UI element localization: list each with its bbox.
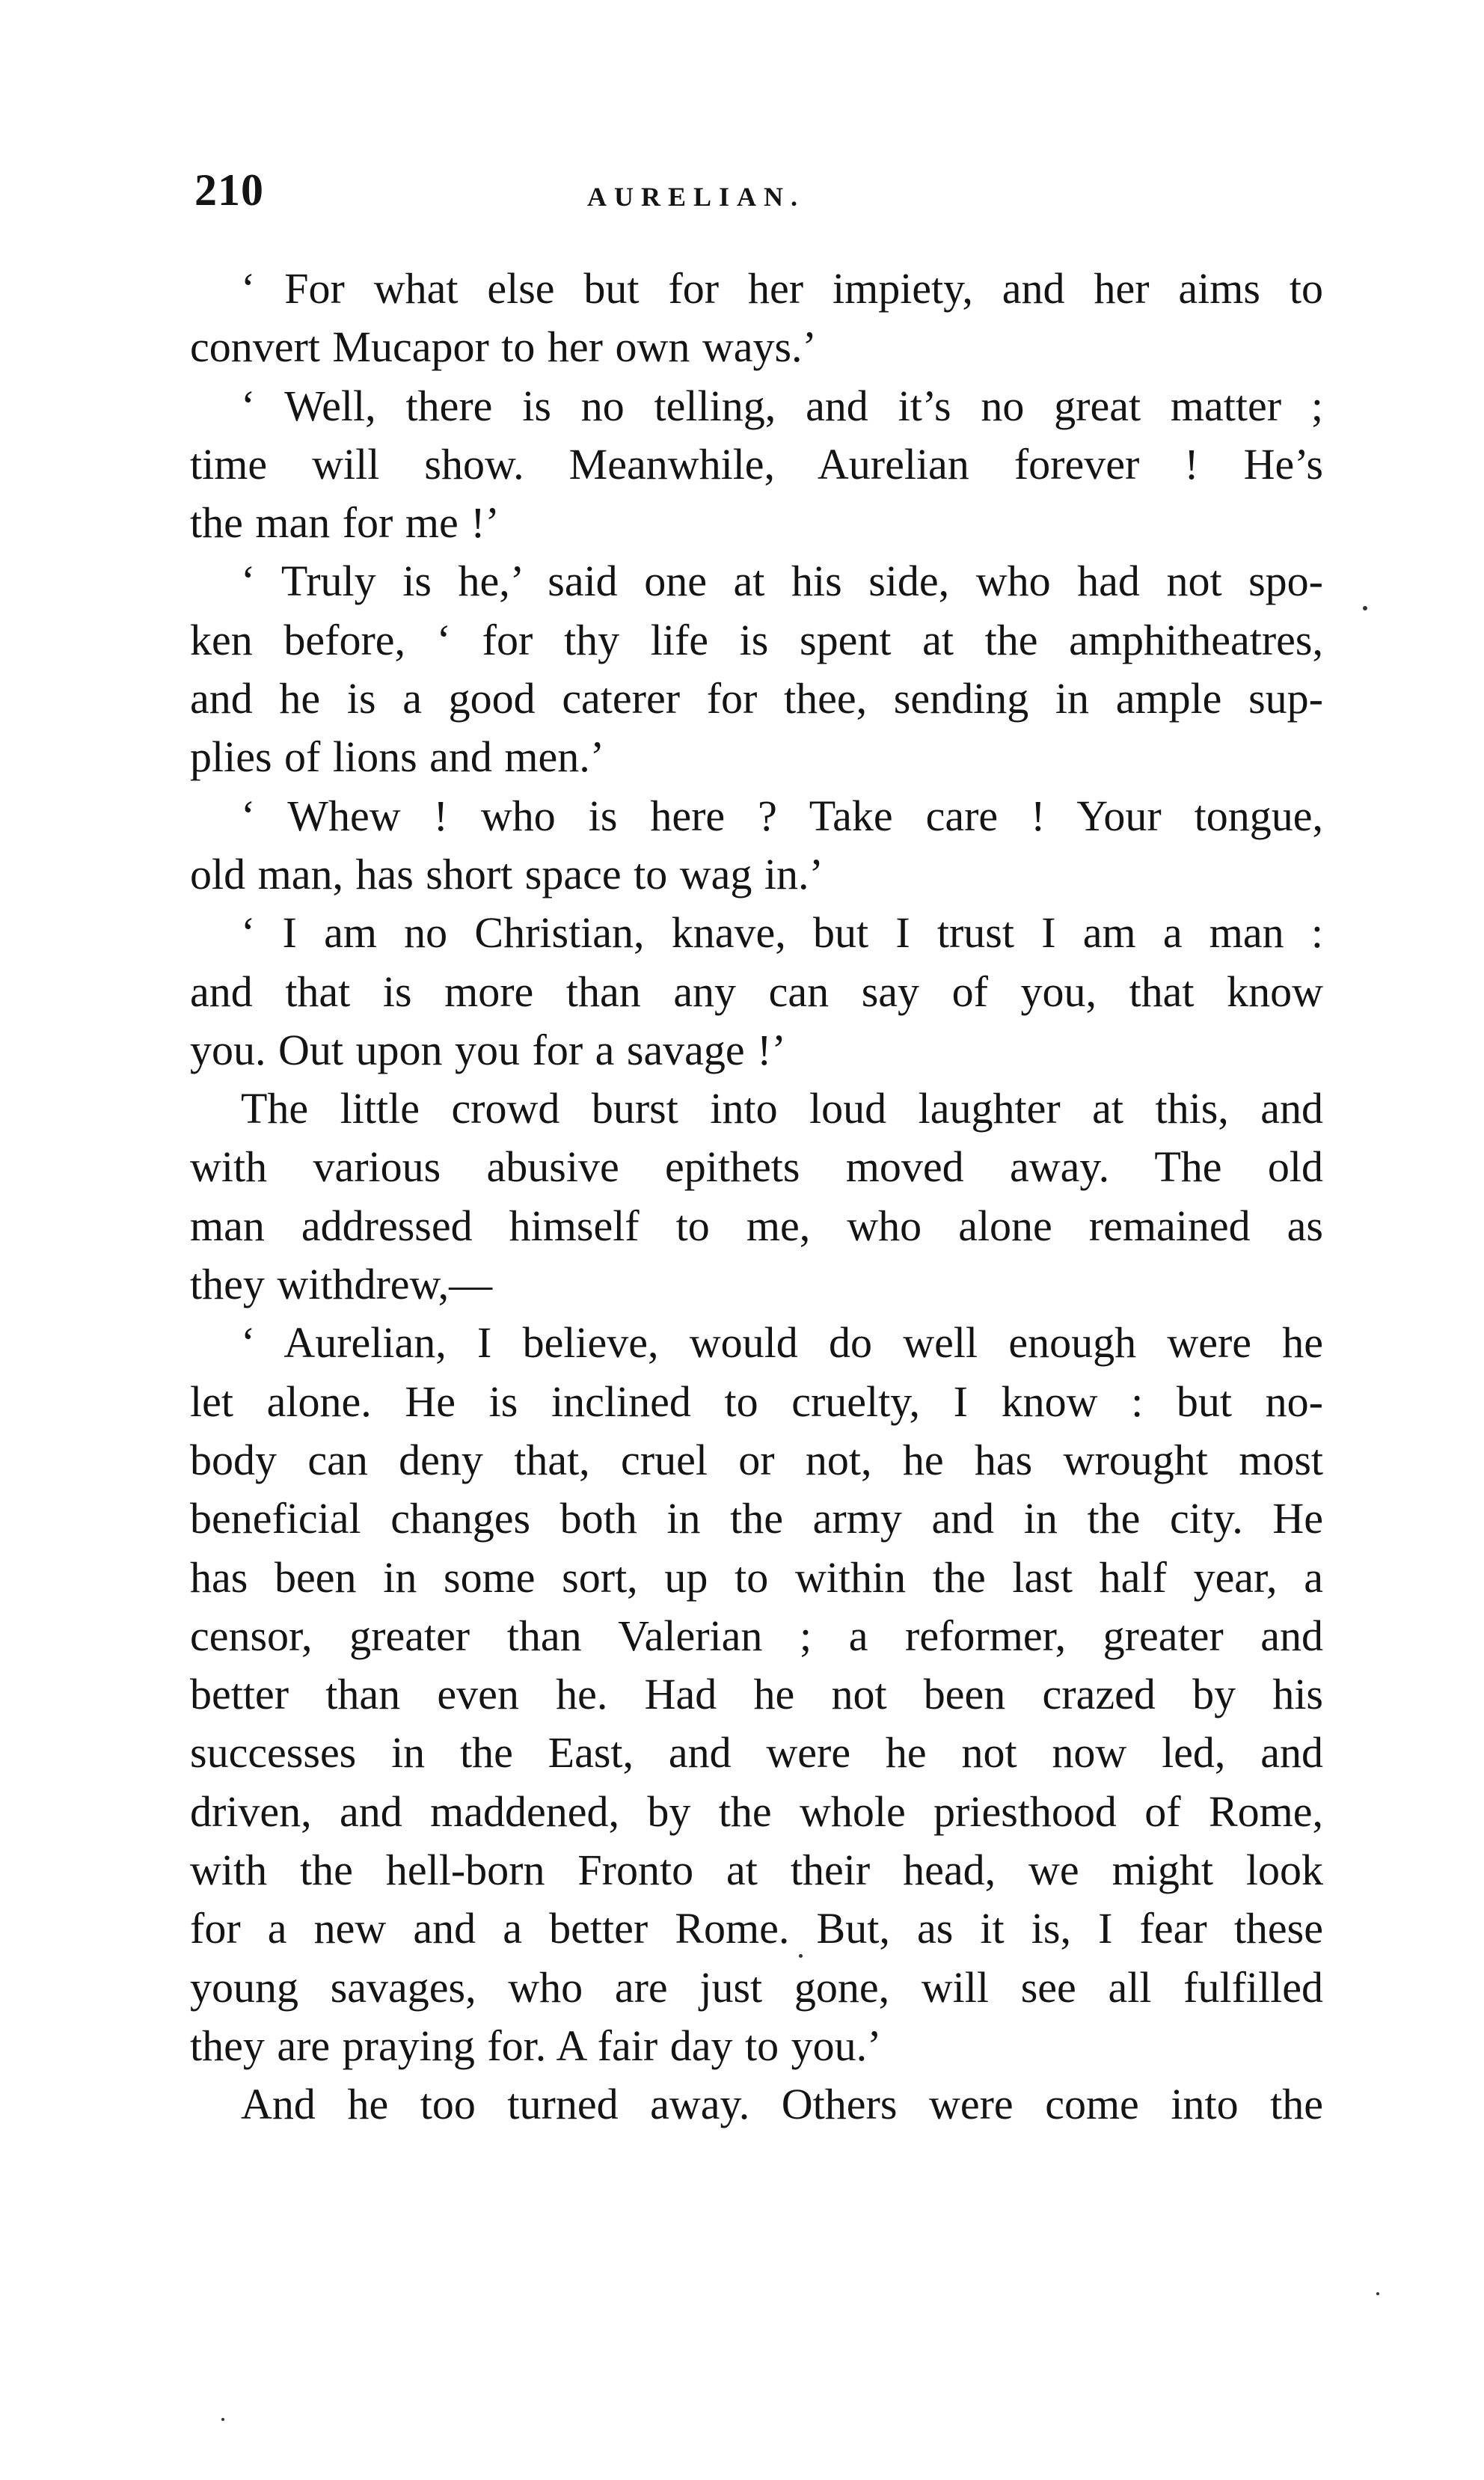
running-title: AURELIAN. bbox=[587, 182, 806, 212]
text-line: time will show. Meanwhile, Aurelian forever ! He’s bbox=[190, 439, 1323, 489]
text-line: ‘ I am no Christian, knave, but I trust I am a man : bbox=[241, 908, 1323, 958]
text-line: man addressed himself to me, who alone remained as bbox=[190, 1201, 1323, 1250]
page-header bbox=[194, 165, 1324, 224]
text-line: censor, greater than Valerian ; a reformer, greater and bbox=[190, 1611, 1323, 1660]
text-line: ‘ Whew ! who is here ? Take care ! Your tongue, bbox=[241, 791, 1323, 840]
paper-speck bbox=[221, 2418, 224, 2421]
paper-speck bbox=[799, 1954, 803, 1958]
text-line: body can deny that, cruel or not, he has wrought most bbox=[190, 1435, 1323, 1484]
page-number: 210 bbox=[194, 165, 264, 215]
text-line: with the hell-born Fronto at their head, we might look bbox=[190, 1846, 1323, 1895]
text-line: let alone. He is inclined to cruelty, I know : but no- bbox=[190, 1377, 1323, 1426]
text-line: driven, and maddened, by the whole priesthood of Rome, bbox=[190, 1786, 1323, 1836]
text-line: ‘ For what else but for her impiety, and her aims to bbox=[241, 264, 1323, 313]
body-text bbox=[190, 260, 1323, 2134]
text-line: And he too turned away. Others were come into the bbox=[241, 2080, 1323, 2129]
text-line: convert Mucapor to her own ways.’ bbox=[190, 322, 817, 372]
text-line: beneficial changes both in the army and in the city. He bbox=[190, 1494, 1323, 1543]
text-line: successes in the East, and were he not now led, and bbox=[190, 1728, 1323, 1778]
text-line: The little crowd burst into loud laughter at this, and bbox=[241, 1084, 1323, 1133]
text-line: the man for me !’ bbox=[190, 498, 500, 548]
text-line: ‘ Well, there is no telling, and it’s no great matter ; bbox=[241, 381, 1323, 430]
text-line: plies of lions and men.’ bbox=[190, 732, 605, 782]
text-line: ‘ Truly is he,’ said one at his side, who had not spo- bbox=[241, 557, 1323, 606]
text-line: ken before, ‘ for thy life is spent at the amphitheatres, bbox=[190, 615, 1323, 664]
text-line: with various abusive epithets moved away. The old bbox=[190, 1142, 1323, 1192]
text-line: they are praying for. A fair day to you.’ bbox=[190, 2021, 882, 2070]
text-line: better than even he. Had he not been crazed by his bbox=[190, 1670, 1323, 1719]
text-line: old man, has short space to wag in.’ bbox=[190, 849, 824, 898]
text-line: for a new and a better Rome. But, as it is, I fear these bbox=[190, 1904, 1323, 1953]
paper-speck bbox=[1363, 606, 1367, 610]
text-line: ‘ Aurelian, I believe, would do well enough were he bbox=[241, 1318, 1323, 1368]
text-line: has been in some sort, up to within the last half year, a bbox=[190, 1552, 1323, 1602]
text-line: and that is more than any can say of you, that know bbox=[190, 967, 1323, 1016]
text-line: they withdrew,— bbox=[190, 1260, 493, 1309]
text-line: you. Out upon you for a savage !’ bbox=[190, 1025, 786, 1074]
paper-speck bbox=[1376, 2292, 1379, 2295]
text-line: and he is a good caterer for thee, sending in ample sup- bbox=[190, 674, 1323, 723]
text-line: young savages, who are just gone, will see all fulfilled bbox=[190, 1962, 1323, 2012]
